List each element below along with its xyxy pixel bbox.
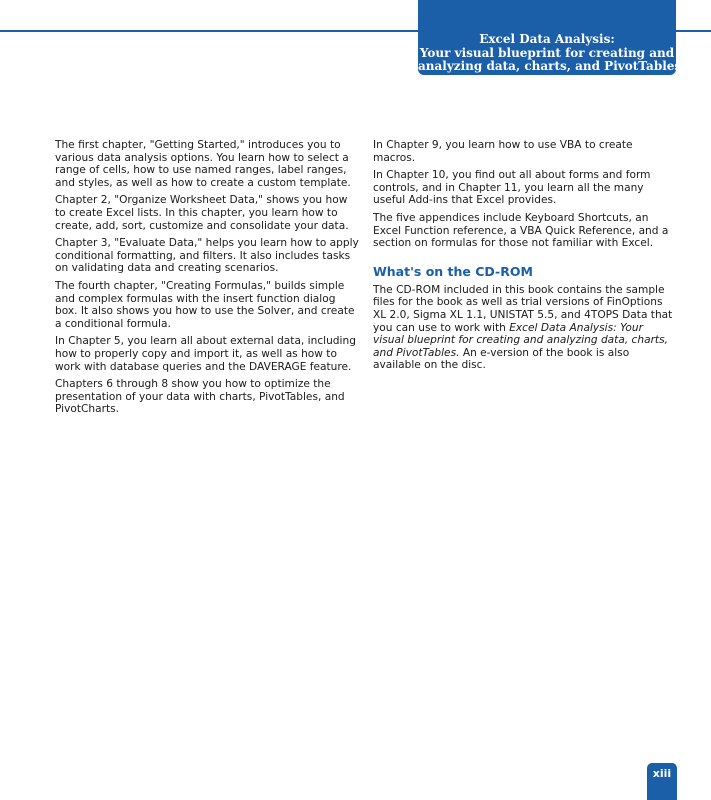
cd-rom-text-start: The CD-ROM included in this book contains the sample files for the book as well as trial versions of FinOptions XL 2.0, Sigma XL 1.1, UNISTAT 5.5, and 4TOPS Data that you can use to work with (373, 283, 673, 334)
paragraph-getting-started: The first chapter, "Getting Started," introduces you to various data analysis options. You learn how to select a range of cells, how to use named ranges, label ranges, and styles, as well as how to create a custom template. (55, 139, 351, 189)
paragraph-chapter-4: The fourth chapter, "Creating Formulas," builds simple and complex formulas with the insert function dialog box. It also shows you how to use the Solver, and create a conditional formula. (55, 279, 355, 330)
paragraph-appendices: The five appendices include Keyboard Shortcuts, an Excel Function reference, a VBA Quick Reference, and a section on formulas for those not familiar with Excel. (373, 211, 669, 250)
paragraph-chapter-9: In Chapter 9, you learn how to use VBA to create macros. (373, 139, 633, 164)
paragraph-chapter-3: Chapter 3, "Evaluate Data," helps you learn how to apply conditional formatting, and filters. It also includes tasks on validating data and creating scenarios. (55, 237, 359, 275)
book-title-line-2: Your visual blueprint for creating and (419, 45, 675, 60)
book-title-line-1: Excel Data Analysis: (479, 32, 615, 46)
paragraph-chapter-2: Chapter 2, "Organize Worksheet Data," shows you how to create Excel lists. In this chapter, you learn how to create, add, sort, customize and consolidate your data. (55, 194, 349, 232)
section-heading-cd-rom: What's on the CD-ROM (373, 263, 533, 279)
paragraph-cd-rom (373, 284, 673, 372)
book-title-italic: Excel Data Analysis: Your visual blueprint for creating and analyzing data, charts, and PivotTables. (373, 321, 668, 359)
left-column (55, 139, 361, 421)
book-title-line-3: analyzing data, charts, and PivotTables (418, 59, 682, 73)
page-number-tab (647, 763, 677, 800)
cd-rom-text-end: An e-version of the book is also available on the disc. (373, 346, 630, 372)
paragraph-chapters-6-8: Chapters 6 through 8 show you how to optimize the presentation of your data with charts, PivotTables, and PivotCharts. (55, 378, 345, 416)
page-number: xiii (652, 767, 672, 780)
paragraph-chapters-10-11: In Chapter 10, you find out all about forms and form controls, and in Chapter 11, you learn all the many useful Add-ins that Excel provides. (373, 169, 651, 207)
right-column (373, 139, 673, 377)
book-title-tab (418, 0, 682, 75)
paragraph-chapter-5: In Chapter 5, you learn all about external data, including how to properly copy and import it, as well as how to work with database queries and the DAVERAGE feature. (55, 335, 356, 373)
